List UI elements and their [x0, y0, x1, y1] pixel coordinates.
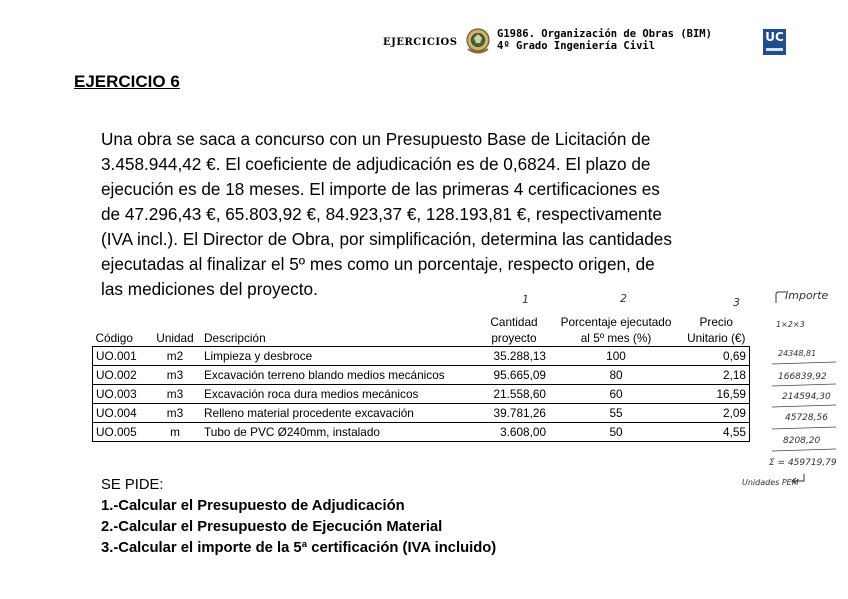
cell-pct: 80 — [549, 366, 683, 385]
handwritten-row-value: 24348,81 — [778, 349, 817, 358]
header-desc: Descripción — [204, 330, 266, 345]
uc-logo-text: UC — [765, 30, 784, 44]
header-unit: Unidad — [156, 330, 194, 345]
table-row — [93, 423, 750, 442]
handwritten-importe-label: Importe — [785, 289, 829, 302]
university-seal-icon — [465, 27, 491, 55]
requirement-item: 2.-Calcular el Presupuesto de Ejecución Material — [101, 519, 443, 535]
cell-code: UO.005 — [93, 423, 150, 442]
cell-unit: m3 — [149, 385, 201, 404]
header-section-label: EJERCICIOS — [383, 37, 458, 48]
cell-qty: 39.781,26 — [479, 404, 549, 423]
header-price-sub: Unitario (€) — [687, 330, 746, 345]
cell-unit: m — [149, 423, 201, 442]
cell-code: UO.002 — [93, 366, 150, 385]
statement-line: ejecución es de 18 meses. El importe de las primeras 4 certificaciones es — [101, 179, 660, 199]
cell-price: 0,69 — [683, 347, 750, 366]
handwritten-col-number: 1 — [522, 293, 529, 306]
statement-line: 3.458.944,42 €. El coeficiente de adjudicación es de 0,6824. El plazo de — [101, 154, 651, 174]
cell-unit: m3 — [149, 366, 201, 385]
statement-line: Una obra se saca a concurso con un Presupuesto Base de Licitación de — [101, 129, 651, 149]
header-qty: Cantidad — [490, 314, 538, 329]
cell-desc: Excavación roca dura medios mecánicos — [201, 385, 479, 404]
table-row — [93, 347, 750, 366]
cell-price: 2,09 — [683, 404, 750, 423]
handwritten-col-number: 3 — [733, 296, 740, 309]
requirement-item: 1.-Calcular el Presupuesto de Adjudicación — [101, 498, 405, 514]
handwritten-underlines — [770, 340, 840, 460]
header-pct: Porcentaje ejecutado — [560, 314, 672, 329]
cell-code: UO.001 — [93, 347, 150, 366]
cell-price: 16,59 — [683, 385, 750, 404]
exercise-title: EJERCICIO 6 — [74, 72, 180, 91]
handwritten-bracket-icon — [774, 290, 788, 304]
statement-line: ejecutadas al finalizar el 5º mes como un porcentaje, respecto origen, de — [101, 254, 655, 274]
cell-price: 4,55 — [683, 423, 750, 442]
requirement-item: 3.-Calcular el importe de la 5ª certificación (IVA incluido) — [101, 540, 497, 556]
handwritten-row-value: 214594,30 — [782, 392, 831, 402]
cell-qty: 21.558,60 — [479, 385, 549, 404]
requirements-section — [101, 475, 496, 559]
cell-code: UO.003 — [93, 385, 150, 404]
statement-line: (IVA incl.). El Director de Obra, por simplificación, determina las cantidades — [101, 229, 672, 249]
cell-unit: m2 — [149, 347, 201, 366]
cell-desc: Limpieza y desbroce — [201, 347, 479, 366]
cell-pct: 100 — [549, 347, 683, 366]
header-code: Código — [95, 330, 133, 345]
uc-logo — [763, 29, 786, 55]
header-pct-sub: al 5º mes (%) — [580, 330, 652, 345]
handwritten-col-number: 2 — [620, 292, 627, 305]
cell-pct: 60 — [549, 385, 683, 404]
table-row — [93, 385, 750, 404]
cell-price: 2,18 — [683, 366, 750, 385]
statement-line: las mediciones del proyecto. — [101, 279, 318, 299]
uc-logo-subtext-bar — [766, 48, 783, 51]
handwritten-row-value: 8208,20 — [783, 436, 821, 446]
cell-qty: 95.665,09 — [479, 366, 549, 385]
handwritten-arrow-icon — [790, 472, 806, 486]
header-qty-sub: proyecto — [491, 330, 537, 345]
cell-desc: Tubo de PVC Ø240mm, instalado — [201, 423, 479, 442]
handwritten-formula: 1×2×3 — [776, 320, 805, 329]
handwritten-sum: Σ = 459719,79 — [769, 458, 837, 468]
cell-unit: m3 — [149, 404, 201, 423]
course-code-name: G1986. Organización de Obras (BIM) — [497, 28, 712, 40]
measurements-table — [92, 314, 750, 442]
handwritten-row-value: 166839,92 — [778, 372, 827, 382]
cell-qty: 35.288,13 — [479, 347, 549, 366]
table-row — [93, 366, 750, 385]
cell-desc: Excavación terreno blando medios mecánicos — [201, 366, 479, 385]
requirements-heading: SE PIDE: — [101, 477, 164, 493]
cell-qty: 3.608,00 — [479, 423, 549, 442]
cell-code: UO.004 — [93, 404, 150, 423]
table-header-row — [93, 314, 750, 330]
course-degree: 4º Grado Ingeniería Civil — [497, 40, 656, 52]
header-price: Precio — [699, 314, 733, 329]
statement-line: de 47.296,43 €, 65.803,92 €, 84.923,37 €, 128.193,81 €, respectivamente — [101, 204, 662, 224]
cell-desc: Relleno material procedente excavación — [201, 404, 479, 423]
cell-pct: 55 — [549, 404, 683, 423]
table-row — [93, 404, 750, 423]
table-header-row — [93, 330, 750, 347]
cell-pct: 50 — [549, 423, 683, 442]
problem-statement — [101, 127, 791, 302]
handwritten-row-value: 45728,56 — [785, 413, 828, 423]
handwritten-units-note: Unidades PEM — [742, 478, 799, 487]
course-title — [497, 28, 712, 52]
